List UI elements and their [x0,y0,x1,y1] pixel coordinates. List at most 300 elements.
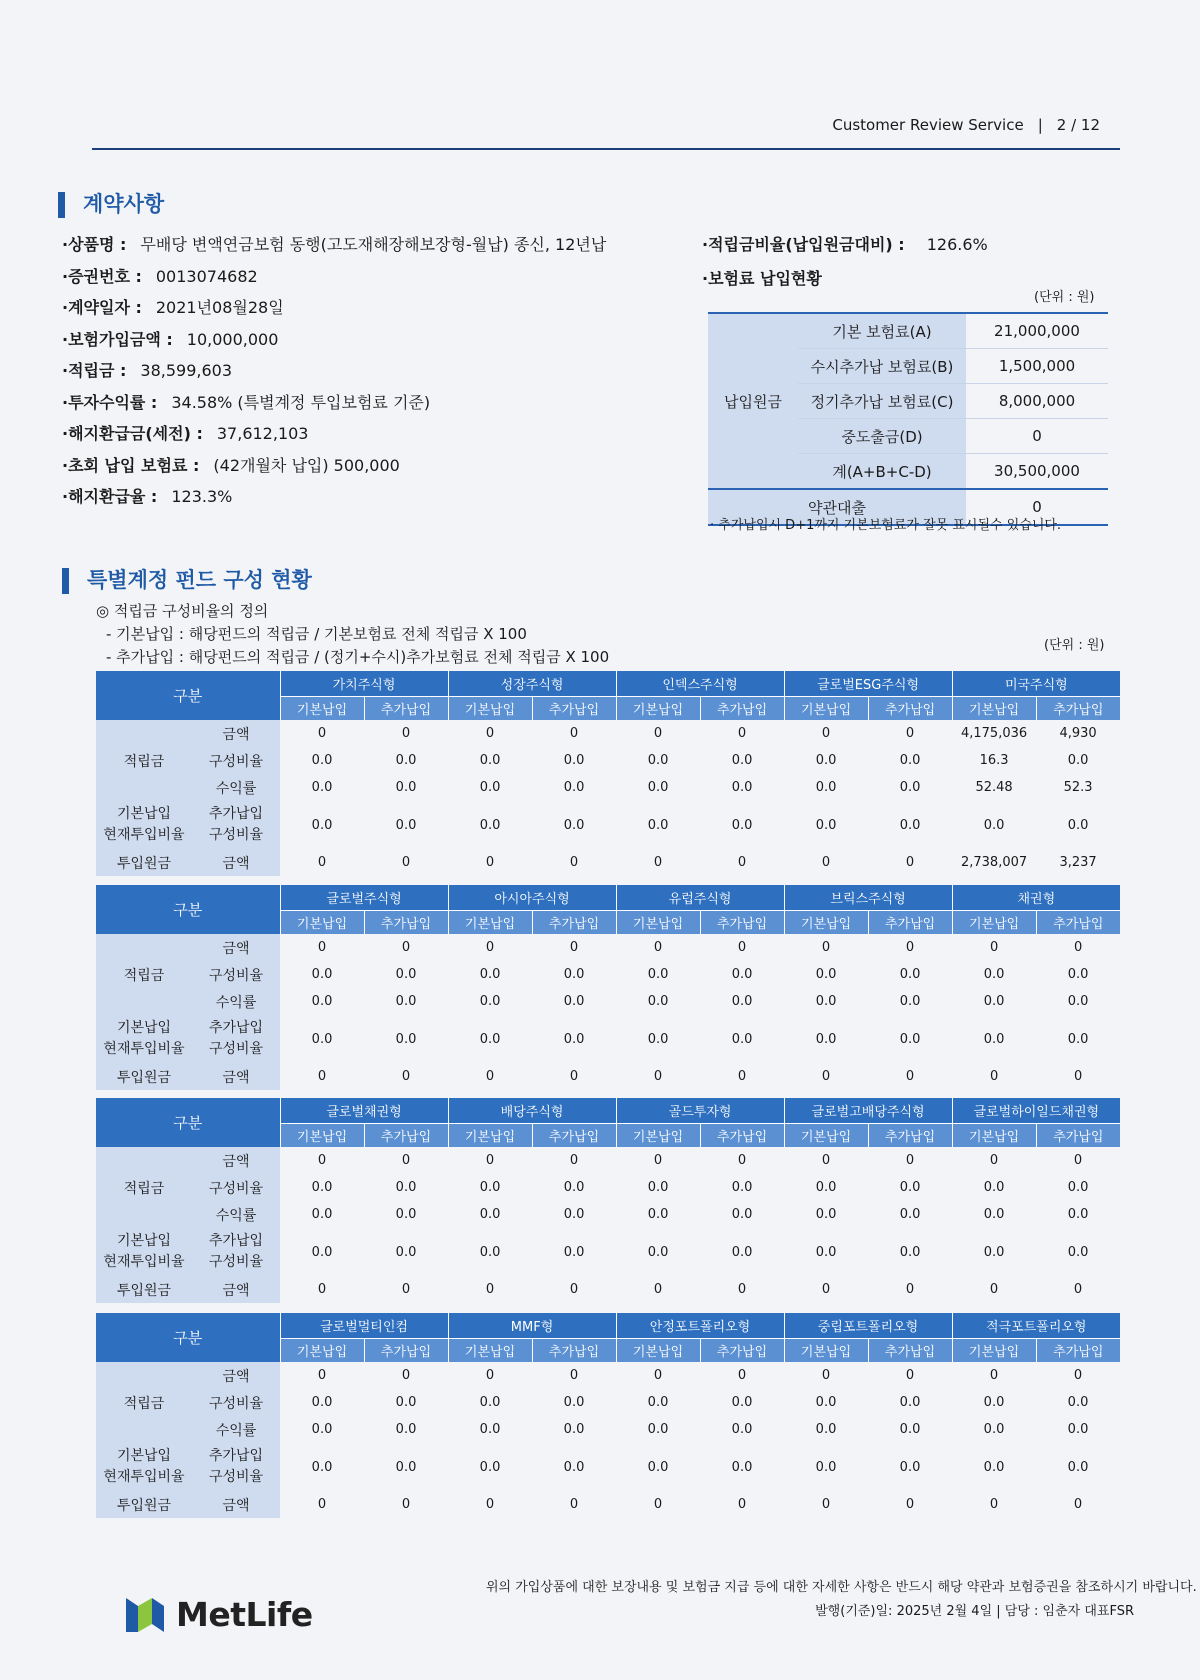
fund-value: 0.0 [815,1244,837,1260]
extra-ratio-label-b: 구성비율 [208,1469,264,1485]
extra-payment-header: 추가납입 [364,911,448,935]
fund-definitions [96,600,609,669]
loan-value: 0 [966,489,1108,525]
extra-ratio-label [192,1015,280,1063]
gubun-header: 구분 [96,671,280,720]
fund-value: 0 [317,1497,327,1512]
contract-row [62,264,606,296]
fund-value: 0 [317,855,327,870]
fund-value: 0.0 [815,1207,837,1222]
fund-name: 안정포트폴리오형 [616,1313,784,1339]
footer-issued: 발행(기준)일: 2025년 2월 4일 | 담당 : 임춘자 대표FSR [815,1604,1134,1619]
fund-value: 0 [401,1497,411,1512]
row-label: 구성비율 [192,1174,280,1201]
fund-row-principal [96,1491,1120,1518]
fund-value: 0.0 [1067,967,1089,982]
premium-title-text: ·보험료 납입현황 [702,269,822,288]
contract-section-title [58,188,164,218]
fund-value: 0 [653,1497,663,1512]
fund-row-yield [96,774,1120,801]
premium-row-label: 기본 보험료(A) [798,313,966,349]
extra-payment-header: 추가납입 [868,1339,952,1363]
premium-row-label: 수시추가납 보험료(B) [798,349,966,384]
fund-value: 0 [737,1069,747,1084]
principal-label: 투입원금 [96,1491,192,1518]
premium-note: · 추가납입시 D+1까지 기본보험료가 잘못 표시될수 있습니다. [710,518,1062,533]
fund-section-title [62,564,312,594]
fund-value: 0.0 [479,994,501,1009]
metlife-logo [124,1594,313,1634]
fund-value: 0.0 [815,1031,837,1047]
basic-payment-header: 기본납입 [952,697,1036,721]
fund-value: 0.0 [815,753,837,768]
fund-value: 0 [317,940,327,955]
basic-payment-header: 기본납입 [952,1124,1036,1148]
fund-row-ratio [96,961,1120,988]
fund-value: 2,738,007 [960,855,1028,870]
principal-label: 투입원금 [96,1276,192,1303]
row-label: 금액 [192,720,280,747]
fund-value: 0 [905,1153,915,1168]
fund-value: 0.0 [815,780,837,795]
extra-ratio-label-a: 추가납입 [208,1448,264,1464]
fund-name: 미국주식형 [952,671,1120,697]
fund-value: 0 [1073,1153,1083,1168]
header-separator: | [1037,116,1043,134]
row-label: 구성비율 [192,961,280,988]
fund-name: 브릭스주식형 [784,885,952,911]
fund-value: 0.0 [731,1031,753,1047]
fund-value: 0 [737,940,747,955]
fund-value: 0.0 [563,1031,585,1047]
contract-value: 123.3% [171,487,233,506]
fund-value: 0 [653,1153,663,1168]
fund-unit: (단위 : 원) [1044,638,1105,653]
section-bar [62,568,69,594]
row-label: 수익률 [192,774,280,801]
fund-name: 가치주식형 [280,671,448,697]
basic-payment-header: 기본납입 [448,697,532,721]
fund-value: 0.0 [731,753,753,768]
fund-value: 0.0 [1067,1395,1089,1410]
fund-value: 0.0 [311,780,333,795]
fund-value: 0 [737,1497,747,1512]
fund-value: 0.0 [1067,1207,1089,1222]
fund-value: 0 [485,1497,495,1512]
fund-value: 0.0 [311,1395,333,1410]
ratio-label: ·적립금비율(납입원금대비) : [702,235,905,254]
gubun-header: 구분 [96,1098,280,1147]
fund-value: 0 [653,1282,663,1297]
fund-value: 0.0 [311,1459,333,1475]
fund-value: 0 [989,1153,999,1168]
contract-label: ·증권번호 : [62,266,142,286]
ratio-info [702,232,988,300]
fund-value: 0.0 [899,994,921,1009]
fund-value: 0.0 [899,1207,921,1222]
basic-payment-header: 기본납입 [280,1339,364,1363]
fund-value: 0 [905,940,915,955]
current-ratio-label-b: 현재투입비율 [103,827,185,843]
fund-value: 0.0 [1067,1031,1089,1047]
fund-value: 0.0 [983,967,1005,982]
extra-ratio-label-b: 구성비율 [208,827,264,843]
contract-value: 38,599,603 [140,361,233,380]
fund-value: 0 [653,940,663,955]
fund-name: 글로벌채권형 [280,1098,448,1124]
row-label: 금액 [192,1276,280,1303]
extra-ratio-label-a: 추가납입 [208,1020,264,1036]
fund-value: 0 [317,1069,327,1084]
current-ratio-label-b: 현재투입비율 [103,1041,185,1057]
contract-row [62,295,606,327]
fund-value: 0.0 [479,1422,501,1437]
fund-row-yield [96,988,1120,1015]
basic-payment-header: 기본납입 [784,1124,868,1148]
fund-name: MMF형 [448,1313,616,1339]
contract-label: ·해지환급율 : [62,487,158,506]
row-label: 구성비율 [192,747,280,774]
fund-value: 0 [317,1282,327,1297]
fund-value: 0 [905,1282,915,1297]
metlife-logo-icon [124,1594,168,1634]
fund-value: 0.0 [899,967,921,982]
row-label: 수익률 [192,1201,280,1228]
fund-value: 0.0 [1067,753,1089,768]
fund-value: 0.0 [983,1180,1005,1195]
fund-value: 0.0 [815,817,837,833]
page-header [92,108,1120,150]
fund-value: 0 [821,1069,831,1084]
section-bar [58,192,65,218]
fund-table [96,1313,1120,1518]
logo-text: MetLife [176,1594,313,1634]
fund-value: 0.0 [983,1459,1005,1475]
basic-payment-header: 기본납입 [784,697,868,721]
extra-ratio-label-b: 구성비율 [208,1254,264,1270]
fund-value: 0.0 [647,1180,669,1195]
fund-value: 0.0 [479,817,501,833]
fund-value: 0 [905,855,915,870]
premium-title [702,266,988,300]
footer-notice: 위의 가입상품에 대한 보장내용 및 보험금 지급 등에 대한 자세한 사항은 반드시 해당 약관과 보험증권을 참조하시기 바랍니다. [486,1580,1197,1595]
fund-name: 골드투자형 [616,1098,784,1124]
fund-row-current [96,801,1120,849]
fund-value: 0 [989,1069,999,1084]
row-label: 금액 [192,1491,280,1518]
fund-value: 0.0 [1067,1180,1089,1195]
definition-extra: - 추가납입 : 해당펀드의 적립금 / (정기+수시)추가보험료 전체 적립금 X 100 [106,648,610,666]
fund-name: 글로벌하이일드채권형 [952,1098,1120,1124]
premium-row-value: 21,000,000 [966,313,1108,349]
fund-value: 0 [989,940,999,955]
fund-name: 인덱스주식형 [616,671,784,697]
extra-ratio-label [192,1443,280,1491]
extra-ratio-label-a: 추가납입 [208,1233,264,1249]
premium-row-value: 0 [966,419,1108,454]
fund-value: 0 [653,855,663,870]
gubun-header: 구분 [96,885,280,934]
fund-value: 0 [485,1069,495,1084]
fund-value: 0 [569,940,579,955]
fund-value: 0.0 [1067,817,1089,833]
contract-label: ·초회 납입 보험료 : [62,455,200,475]
fund-value: 0.0 [479,1180,501,1195]
fund-value: 0 [569,1153,579,1168]
fund-value: 0 [401,855,411,870]
fund-row-ratio [96,1389,1120,1416]
row-label: 금액 [192,849,280,876]
fund-value: 0.0 [479,780,501,795]
premium-row-value: 1,500,000 [966,349,1108,384]
fund-value: 0.0 [983,1422,1005,1437]
extra-payment-header: 추가납입 [700,1339,784,1363]
fund-value: 0 [653,726,663,741]
fund-value: 0.0 [563,1422,585,1437]
fund-value: 0.0 [563,817,585,833]
fund-value: 0.0 [983,1395,1005,1410]
contract-label: ·계약일자 : [62,298,142,317]
fund-value: 3,237 [1059,855,1097,870]
fund-header-row [96,1313,1120,1339]
fund-value: 0 [485,855,495,870]
fund-value: 0.0 [815,1459,837,1475]
contract-row [62,421,606,453]
fund-table [96,1098,1120,1303]
fund-row-amount [96,1147,1120,1174]
row-label: 수익률 [192,988,280,1015]
fund-value: 0 [905,1497,915,1512]
fund-value: 0.0 [563,1207,585,1222]
fund-value: 0 [485,1368,495,1383]
fund-row-amount [96,720,1120,747]
fund-row-current [96,1443,1120,1491]
extra-payment-header: 추가납입 [868,697,952,721]
ratio-row [702,232,988,266]
fund-name: 글로벌ESG주식형 [784,671,952,697]
extra-payment-header: 추가납입 [1036,1339,1120,1363]
fund-value: 0.0 [563,780,585,795]
fund-value: 0.0 [479,967,501,982]
accumulated-label: 적립금 [96,1147,192,1228]
fund-name: 적극포트폴리오형 [952,1313,1120,1339]
fund-value: 0.0 [899,1031,921,1047]
fund-value: 0 [485,1282,495,1297]
fund-value: 0 [821,855,831,870]
extra-ratio-label [192,1228,280,1276]
fund-value: 0.0 [1067,1422,1089,1437]
fund-value: 0.0 [395,1422,417,1437]
basic-payment-header: 기본납입 [952,911,1036,935]
fund-value: 0.0 [395,1244,417,1260]
contract-value: (42개월차 납입) 500,000 [213,455,400,475]
current-ratio-label-a: 기본납입 [116,1233,172,1249]
current-ratio-label-a: 기본납입 [116,1448,172,1464]
fund-value: 0.0 [731,817,753,833]
ratio-value: 126.6% [926,235,988,254]
extra-payment-header: 추가납입 [868,1124,952,1148]
contract-row [62,484,606,516]
premium-row-label: 계(A+B+C-D) [798,454,966,490]
fund-value: 0.0 [731,1244,753,1260]
fund-value: 0.0 [899,1244,921,1260]
fund-value: 0.0 [815,1180,837,1195]
fund-header-row [96,671,1120,697]
fund-value: 0 [821,1497,831,1512]
fund-value: 0.0 [563,1459,585,1475]
fund-value: 0.0 [647,780,669,795]
fund-value: 0.0 [647,817,669,833]
basic-payment-header: 기본납입 [280,911,364,935]
fund-value: 0 [569,855,579,870]
fund-value: 0 [1073,940,1083,955]
contract-value: 37,612,103 [216,424,309,443]
contract-value: 34.58% (특별계정 투입보험료 기준) [171,392,431,412]
fund-row-principal [96,1276,1120,1303]
extra-payment-header: 추가납입 [364,1124,448,1148]
fund-value: 0.0 [395,1180,417,1195]
extra-payment-header: 추가납입 [700,697,784,721]
fund-value: 0.0 [311,1244,333,1260]
fund-value: 0 [821,1368,831,1383]
fund-value: 0 [1073,1069,1083,1084]
basic-payment-header: 기본납입 [784,1339,868,1363]
page-number: 2 / 12 [1056,116,1100,134]
fund-value: 0 [569,1282,579,1297]
fund-value: 0.0 [899,780,921,795]
fund-value: 0 [1073,1497,1083,1512]
basic-payment-header: 기본납입 [448,911,532,935]
fund-value: 0.0 [563,1395,585,1410]
fund-value: 0.0 [479,753,501,768]
fund-value: 0.0 [311,994,333,1009]
fund-value: 0 [1073,1368,1083,1383]
fund-value: 0.0 [479,1244,501,1260]
fund-value: 0 [401,726,411,741]
fund-value: 0 [485,726,495,741]
fund-value: 0.0 [899,1180,921,1195]
fund-header-row [96,1098,1120,1124]
fund-value: 0.0 [479,1459,501,1475]
fund-value: 0.0 [1067,994,1089,1009]
current-ratio-label [96,1015,192,1063]
fund-value: 0.0 [647,1207,669,1222]
fund-value: 0.0 [647,1395,669,1410]
accumulated-label: 적립금 [96,720,192,801]
fund-value: 0 [569,1069,579,1084]
extra-payment-header: 추가납입 [364,1339,448,1363]
fund-value: 0.0 [647,994,669,1009]
fund-value: 0.0 [311,1207,333,1222]
service-label [832,116,1100,134]
fund-value: 0.0 [899,753,921,768]
fund-value: 0.0 [479,1395,501,1410]
fund-value: 0.0 [395,1459,417,1475]
fund-name: 중립포트폴리오형 [784,1313,952,1339]
fund-value: 0.0 [815,967,837,982]
fund-value: 0.0 [983,1244,1005,1260]
extra-payment-header: 추가납입 [364,697,448,721]
contract-value: 무배당 변액연금보험 동행(고도재해장해보장형-월납) 종신, 12년납 [140,235,607,254]
basic-payment-header: 기본납입 [448,1339,532,1363]
basic-payment-header: 기본납입 [616,1124,700,1148]
fund-value: 0.0 [899,1422,921,1437]
fund-row-principal [96,1063,1120,1090]
fund-value: 0 [653,1368,663,1383]
fund-row-current [96,1015,1120,1063]
contract-label: ·해지환급금(세전) : [62,424,203,443]
extra-payment-header: 추가납입 [532,1339,616,1363]
fund-value: 0.0 [479,1031,501,1047]
fund-value: 0.0 [983,817,1005,833]
fund-value: 0.0 [899,1395,921,1410]
fund-value: 0.0 [815,1422,837,1437]
fund-value: 0.0 [647,1459,669,1475]
fund-value: 0.0 [647,753,669,768]
basic-payment-header: 기본납입 [616,911,700,935]
row-label: 수익률 [192,1416,280,1443]
fund-value: 0.0 [395,1031,417,1047]
contract-value: 0013074682 [155,266,258,286]
principal-label: 투입원금 [96,849,192,876]
fund-value: 0.0 [563,994,585,1009]
fund-value: 0.0 [731,1395,753,1410]
premium-row-value: 30,500,000 [966,454,1108,490]
extra-payment-header: 추가납입 [700,1124,784,1148]
fund-value: 0 [737,1368,747,1383]
fund-title-text: 특별계정 펀드 구성 현황 [87,568,312,592]
contract-row [62,453,606,485]
principal-label: 투입원금 [96,1063,192,1090]
extra-payment-header: 추가납입 [532,911,616,935]
fund-value: 0.0 [731,1459,753,1475]
fund-value: 0.0 [815,1395,837,1410]
fund-value: 0.0 [983,1207,1005,1222]
fund-value: 0.0 [563,753,585,768]
fund-value: 0.0 [563,967,585,982]
fund-value: 0.0 [395,780,417,795]
fund-value: 0 [653,1069,663,1084]
current-ratio-label [96,1228,192,1276]
extra-payment-header: 추가납입 [532,697,616,721]
contract-label: ·보험가입금액 : [62,329,173,349]
fund-value: 0.0 [395,817,417,833]
fund-row-yield [96,1201,1120,1228]
fund-value: 0 [317,1368,327,1383]
fund-value: 0.0 [395,1207,417,1222]
extra-payment-header: 추가납입 [532,1124,616,1148]
fund-header-row [96,885,1120,911]
fund-value: 0 [401,1282,411,1297]
basic-payment-header: 기본납입 [280,1124,364,1148]
fund-table [96,671,1120,876]
fund-value: 0.0 [311,967,333,982]
fund-value: 0.0 [815,994,837,1009]
fund-value: 0 [989,1497,999,1512]
fund-value: 0 [821,1282,831,1297]
fund-value: 0 [401,1153,411,1168]
gubun-header: 구분 [96,1313,280,1362]
premium-row [708,313,1108,349]
extra-ratio-label-b: 구성비율 [208,1041,264,1057]
fund-value: 0.0 [983,1031,1005,1047]
fund-value: 0 [737,1153,747,1168]
premium-table [708,312,1108,526]
extra-payment-header: 추가납입 [868,911,952,935]
fund-value: 0 [401,1069,411,1084]
fund-value: 0 [317,1153,327,1168]
extra-payment-header: 추가납입 [1036,1124,1120,1148]
